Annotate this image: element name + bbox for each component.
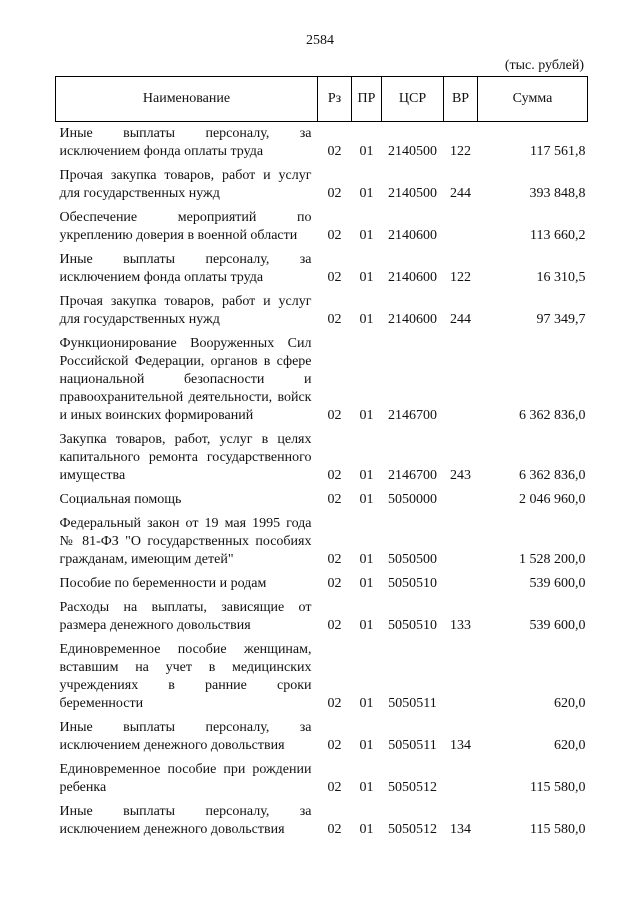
header-pr: ПР xyxy=(352,77,382,122)
table-row xyxy=(56,758,588,800)
row-sum: 393 848,8 xyxy=(529,186,586,201)
header-name: Наименование xyxy=(56,77,318,122)
row-csr: 2140500 xyxy=(388,186,437,201)
row-csr: 5050511 xyxy=(388,738,437,753)
row-rz: 02 xyxy=(327,468,342,483)
row-rz: 02 xyxy=(327,738,342,753)
row-name: Функционирование Вооруженных Сил Российской Федерации, органов в сфере национальной безопасности и правоохранительной деятельности, войск и иных воинских формирований xyxy=(59,336,312,423)
row-name: Иные выплаты персоналу, за исключением денежного довольствия xyxy=(59,720,312,753)
row-name: Прочая закупка товаров, работ и услуг для государственных нужд xyxy=(59,294,312,327)
row-name: Иные выплаты персоналу, за исключением денежного довольствия xyxy=(59,804,312,837)
row-csr: 5050510 xyxy=(388,576,437,591)
row-csr: 2146700 xyxy=(388,408,437,423)
row-vr: 133 xyxy=(450,618,471,633)
row-pr: 01 xyxy=(359,738,374,753)
row-csr: 2140600 xyxy=(388,228,437,243)
row-sum: 117 561,8 xyxy=(530,144,586,159)
row-sum: 113 660,2 xyxy=(530,228,586,243)
row-pr: 01 xyxy=(359,822,374,837)
row-sum: 1 528 200,0 xyxy=(519,552,586,567)
row-name: Федеральный закон от 19 мая 1995 года № 81-ФЗ "О государственных пособиях гражданам, имеющим детей" xyxy=(59,516,312,567)
row-pr: 01 xyxy=(359,270,374,285)
row-sum: 539 600,0 xyxy=(529,618,586,633)
header-rz: Рз xyxy=(318,77,352,122)
row-csr: 2140600 xyxy=(388,312,437,327)
row-vr xyxy=(444,572,478,596)
row-vr: 244 xyxy=(450,186,471,201)
row-pr: 01 xyxy=(359,696,374,711)
row-pr: 01 xyxy=(359,228,374,243)
row-vr xyxy=(444,512,478,572)
row-rz: 02 xyxy=(327,822,342,837)
row-rz: 02 xyxy=(327,312,342,327)
row-name: Прочая закупка товаров, работ и услуг для государственных нужд xyxy=(59,168,312,201)
row-sum: 620,0 xyxy=(554,738,586,753)
page-number: 2584 xyxy=(306,33,334,48)
row-pr: 01 xyxy=(359,492,374,507)
header-csr: ЦСР xyxy=(382,77,444,122)
row-vr: 244 xyxy=(450,312,471,327)
table-row xyxy=(56,248,588,290)
row-name: Расходы на выплаты, зависящие от размера денежного довольствия xyxy=(59,600,312,633)
row-rz: 02 xyxy=(327,576,342,591)
row-csr: 2140500 xyxy=(388,144,437,159)
row-name: Иные выплаты персоналу, за исключением фонда оплаты труда xyxy=(59,126,312,159)
table-row xyxy=(56,164,588,206)
header-vr: ВР xyxy=(444,77,478,122)
table-row xyxy=(56,428,588,488)
row-csr: 5050500 xyxy=(388,552,437,567)
row-sum: 2 046 960,0 xyxy=(519,492,586,507)
row-name: Пособие по беременности и родам xyxy=(59,576,267,591)
row-rz: 02 xyxy=(327,696,342,711)
row-csr: 5050512 xyxy=(388,822,437,837)
unit-note: (тыс. рублей) xyxy=(504,58,584,73)
table-row xyxy=(56,716,588,758)
row-sum: 620,0 xyxy=(554,696,586,711)
row-sum: 6 362 836,0 xyxy=(519,468,586,483)
row-csr: 5050000 xyxy=(388,492,437,507)
row-pr: 01 xyxy=(359,312,374,327)
row-sum: 115 580,0 xyxy=(530,780,586,795)
row-pr: 01 xyxy=(359,576,374,591)
row-name: Единовременное пособие женщинам, вставшим на учет в медицинских учреждениях в ранние сроки беременности xyxy=(59,642,312,711)
row-name: Иные выплаты персоналу, за исключением фонда оплаты труда xyxy=(59,252,312,285)
row-csr: 5050511 xyxy=(388,696,437,711)
table-row xyxy=(56,290,588,332)
table-row xyxy=(56,800,588,842)
row-sum: 115 580,0 xyxy=(530,822,586,837)
row-pr: 01 xyxy=(359,780,374,795)
row-name: Закупка товаров, работ, услуг в целях капитального ремонта государственного имущества xyxy=(59,432,312,483)
row-rz: 02 xyxy=(327,186,342,201)
row-rz: 02 xyxy=(327,144,342,159)
row-name: Социальная помощь xyxy=(59,492,182,507)
row-vr: 134 xyxy=(450,738,471,753)
row-vr: 122 xyxy=(450,270,471,285)
row-rz: 02 xyxy=(327,780,342,795)
row-sum: 16 310,5 xyxy=(536,270,586,285)
row-sum: 6 362 836,0 xyxy=(519,408,586,423)
row-csr: 2140600 xyxy=(388,270,437,285)
row-vr: 243 xyxy=(450,468,471,483)
row-vr: 134 xyxy=(450,822,471,837)
row-pr: 01 xyxy=(359,468,374,483)
row-csr: 5050512 xyxy=(388,780,437,795)
table-row xyxy=(56,332,588,428)
row-csr: 5050510 xyxy=(388,618,437,633)
row-vr xyxy=(444,332,478,428)
row-pr: 01 xyxy=(359,408,374,423)
row-vr xyxy=(444,488,478,512)
table-row xyxy=(56,596,588,638)
row-vr: 122 xyxy=(450,144,471,159)
row-rz: 02 xyxy=(327,228,342,243)
row-rz: 02 xyxy=(327,618,342,633)
table-row xyxy=(56,122,588,165)
row-pr: 01 xyxy=(359,186,374,201)
row-vr xyxy=(444,638,478,716)
row-rz: 02 xyxy=(327,270,342,285)
row-sum: 539 600,0 xyxy=(529,576,586,591)
row-rz: 02 xyxy=(327,408,342,423)
row-rz: 02 xyxy=(327,492,342,507)
row-pr: 01 xyxy=(359,618,374,633)
table-header xyxy=(56,77,588,122)
row-sum: 97 349,7 xyxy=(536,312,586,327)
budget-table xyxy=(55,76,588,842)
row-pr: 01 xyxy=(359,144,374,159)
row-vr xyxy=(444,206,478,248)
table-row xyxy=(56,206,588,248)
table-row xyxy=(56,572,588,596)
table-row xyxy=(56,638,588,716)
table-row xyxy=(56,488,588,512)
row-pr: 01 xyxy=(359,552,374,567)
row-vr xyxy=(444,758,478,800)
table-row xyxy=(56,512,588,572)
header-sum: Сумма xyxy=(478,77,588,122)
row-csr: 2146700 xyxy=(388,468,437,483)
row-name: Обеспечение мероприятий по укреплению доверия в военной области xyxy=(59,210,312,243)
row-rz: 02 xyxy=(327,552,342,567)
row-name: Единовременное пособие при рождении ребенка xyxy=(59,762,312,795)
